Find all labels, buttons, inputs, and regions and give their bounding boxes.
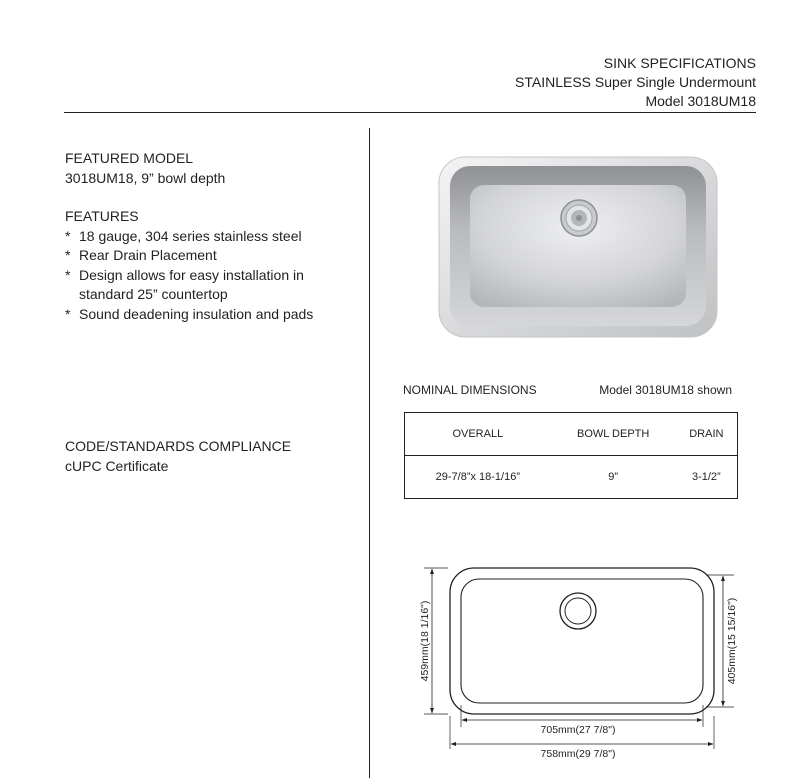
width-outer-label: 758mm(29 7/8") xyxy=(540,748,616,760)
dimensions-table xyxy=(404,412,738,499)
model-shown-label: Model 3018UM18 shown xyxy=(599,383,732,397)
dimension-drawing xyxy=(410,555,750,770)
compliance-value: cUPC Certificate xyxy=(65,457,169,474)
features-section xyxy=(65,207,313,324)
compliance-heading: CODE/STANDARDS COMPLIANCE xyxy=(65,438,292,454)
sink-outer-outline xyxy=(450,568,714,714)
spec-subtitle: STAINLESS Super Single Undermount xyxy=(515,74,756,90)
width-inner-label: 705mm(27 7/8") xyxy=(540,724,616,736)
header-divider xyxy=(64,112,756,113)
spec-header xyxy=(515,54,756,111)
feature-text: standard 25” countertop xyxy=(79,286,228,302)
feature-text: Sound deadening insulation and pads xyxy=(79,305,314,322)
feature-item xyxy=(65,227,313,247)
sink-inner-outline xyxy=(461,579,703,703)
column-divider xyxy=(369,128,370,778)
spec-title: SINK SPECIFICATIONS xyxy=(603,55,756,71)
table-header-row xyxy=(405,413,738,456)
featured-model-section xyxy=(65,149,225,188)
bullet-star: * xyxy=(65,247,71,263)
table-cell: 29-7/8”x 18-1/16” xyxy=(435,471,521,483)
feature-item xyxy=(65,266,313,305)
bullet-star: * xyxy=(65,305,71,322)
height-outer-label: 459mm(18 1/16") xyxy=(419,600,431,682)
table-row xyxy=(405,456,738,499)
features-list xyxy=(65,227,313,325)
height-inner-label: 405mm(15 15/16") xyxy=(726,597,738,685)
table-cell: 3-1/2” xyxy=(691,471,721,483)
drain-outline-icon xyxy=(560,593,596,629)
feature-text: 18 gauge, 304 series stainless steel xyxy=(79,227,302,244)
compliance-section xyxy=(65,437,291,476)
table-header-cell: DRAIN xyxy=(676,413,738,456)
feature-item xyxy=(65,305,313,325)
feature-text: Design allows for easy installation in xyxy=(79,266,304,283)
drain-icon xyxy=(561,200,597,236)
featured-model-heading: FEATURED MODEL xyxy=(65,150,194,166)
feature-item xyxy=(65,246,313,266)
bullet-star: * xyxy=(65,266,71,283)
nominal-dimensions-title: NOMINAL DIMENSIONS xyxy=(403,383,537,397)
featured-model-value: 3018UM18, 9” bowl depth xyxy=(65,169,226,186)
table-header-cell: BOWL DEPTH xyxy=(551,413,676,456)
feature-text: Rear Drain Placement xyxy=(79,247,217,263)
sink-photo xyxy=(438,156,718,338)
table-header-cell: OVERALL xyxy=(405,413,551,456)
features-heading: FEATURES xyxy=(65,208,139,224)
table-cell: 9” xyxy=(608,471,619,483)
bullet-star: * xyxy=(65,227,71,244)
spec-model: Model 3018UM18 xyxy=(645,93,756,109)
